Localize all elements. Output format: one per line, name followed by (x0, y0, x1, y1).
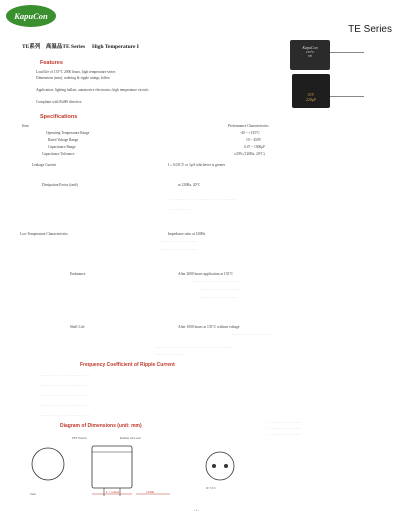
spec-value: 0.47 ~ 1000μF (244, 145, 266, 149)
spec-filler: · · · · · · · · · · · · · · · · · · · · · · · · (230, 333, 274, 337)
page-number: - 1 - (194, 508, 200, 512)
diagram-label-sleeve: PET Sleeve (72, 436, 87, 440)
capacitor-1-brand: KapuCon (302, 45, 318, 50)
feature-line-1: Load life of 135°C 2000 hours, high temperature series (36, 70, 116, 74)
ripple-title: Frequency Coefficient of Ripple Current (80, 362, 175, 368)
spec-value: Performance Characteristics (228, 124, 269, 128)
spec-filler: · · · · · · · · · · · · · · · · · · · · · (200, 296, 239, 300)
spec-value: -40 ~ +135°C (240, 131, 260, 135)
spec-row-9 (18, 272, 373, 277)
bottom-lead-2 (224, 464, 228, 468)
spec-row-2 (18, 131, 373, 136)
capacitor-body-outline (92, 446, 132, 488)
spec-row-6 (18, 163, 373, 168)
spec-row-8 (18, 232, 373, 237)
spec-label: Leakage Current (32, 163, 57, 167)
spec-filler: · · · · · · · · · · · · · · · · · · · · · · · · · · · (190, 280, 240, 284)
spec-value: ±20% (120Hz, 20°C) (234, 152, 265, 156)
dimension-table: · · · · · · · · · · · · · · · · · · · · · · · · · · · · · · · · · · · · · · · · · · · · · · · · · · · · · · (268, 421, 301, 437)
spec-label: Capacitance Tolerance (42, 152, 75, 156)
spec-value: After 2000 hours application at 135°C (178, 272, 234, 276)
logo-text: KapuCon (14, 11, 48, 21)
spec-filler: · · · · · · · · · · · · · · · · · · · · · · · · · · · · · · · · · · · · (170, 198, 237, 202)
spec-filler: · · · · · · · · · · · · · · · · · · · · · (160, 248, 199, 252)
features-title: Features (40, 60, 63, 66)
bottom-view-circle (206, 452, 234, 480)
spec-label: Capacitance Range (48, 145, 76, 149)
capacitor-2-voltage: 35V (307, 92, 315, 97)
ripple-filler: · · · · · · · · · · · · · · · · · · · · · · · · · · · (40, 404, 90, 408)
spec-value: 10 ~ 450V (246, 138, 262, 142)
ripple-filler: · · · · · · · · · · · · · · · · · · · · · · · · · · · (40, 394, 90, 398)
capacitor-1 (290, 40, 330, 70)
spec-label: Rated Voltage Range (48, 138, 79, 142)
feature-line-3: Application: lighting ballast, automotive electronics, high temperature circuits (36, 88, 149, 92)
spec-filler: · · · · · · · · · · · · · · · · · · · · · · (200, 288, 241, 292)
spec-label: Dissipation Factor (tanδ) (42, 183, 78, 187)
subtitle-en: High Temperature I (91, 44, 139, 50)
spec-row-4 (18, 145, 373, 150)
product-image (290, 40, 376, 110)
feature-line-2: Dimensions (mm), ordering & ripple ratings follow (36, 76, 110, 80)
diagram-label-seal: Rubber end seal (120, 436, 141, 440)
spec-row-3 (18, 138, 373, 143)
subtitle-mid: 高温品TE Series (45, 44, 86, 50)
spec-value: After 1000 hours at 135°C without voltage (178, 325, 240, 329)
brand-logo (6, 5, 56, 27)
diagram-label-dim2: 15min (146, 490, 155, 494)
spec-value: Impedance ratio at 120Hz (168, 232, 206, 236)
feature-line-4: Compliant with RoHS directive (36, 100, 82, 104)
spec-row-1 (18, 124, 373, 129)
spec-value: I ≤ 0.01CV or 3μA whichever is greater (168, 163, 226, 167)
ripple-filler: · · · · · · · · · · · · · · · · · · · · · · · · · · · (40, 374, 90, 378)
end-view-circle (32, 448, 64, 480)
diagram-label-dim1: L + α max (106, 490, 120, 494)
spec-filler: · · · · · · · · · · · (170, 208, 190, 212)
bottom-lead-1 (212, 464, 216, 468)
spec-value: at 120Hz, 20°C (178, 183, 201, 187)
spec-label: Shelf Life (70, 325, 85, 329)
capacitor-1-leg (330, 52, 364, 53)
spec-label: Item (22, 124, 29, 128)
spec-filler: · · · · · · · · · · · · · · · · · (155, 353, 186, 357)
spec-filler: · · · · · · · · · · · · · · · · · · · · · (160, 240, 199, 244)
ripple-filler: · · · · · · · · · · · · · · · · · · · · · · · · · · · (40, 384, 90, 388)
subtitle-cn: TE系列 (22, 44, 41, 50)
capacitor-2-leg (330, 96, 364, 97)
spec-filler: · · · · · · · · · · · · · · · · · · · · · · · · · · · · · · · · · · · · · · · · · · · (155, 346, 235, 350)
capacitor-2 (292, 74, 330, 108)
ripple-filler: · · · · · · · · · · · · · · · · · · · · · · · · · · · (40, 414, 90, 418)
spec-row-10 (18, 325, 373, 330)
spec-row-5 (18, 152, 373, 157)
capacitor-1-series: TE (307, 54, 313, 58)
diagram-label-vent: Vent (30, 492, 36, 496)
spec-label: Endurance (70, 272, 86, 276)
capacitor-1-temp: 135°C (305, 50, 315, 54)
spec-label: Low Temperature Characteristics (20, 232, 68, 236)
spec-label: Operating Temperature Range (46, 131, 90, 135)
subtitle-line (22, 42, 139, 50)
dimension-diagram (30, 430, 250, 500)
spec-row-7 (18, 183, 373, 188)
capacitor-2-cap: 220μF (305, 97, 317, 102)
specs-title: Specifications (40, 114, 78, 120)
diagram-label-dim3: D ± 0.5 (206, 486, 216, 490)
diagram-title: Diagram of Dimensions (unit: mm) (60, 423, 142, 429)
series-title: TE Series (348, 24, 392, 35)
